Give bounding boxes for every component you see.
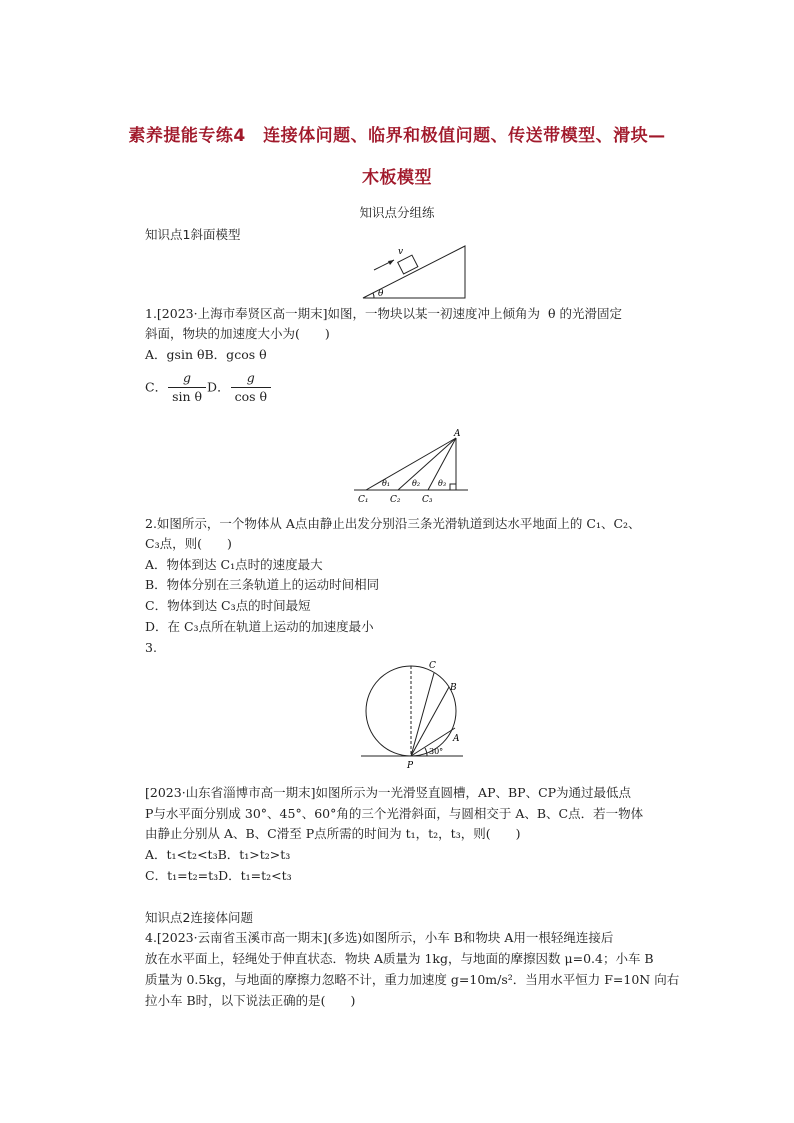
q1-options-ab [145, 346, 267, 364]
label-theta3: θ₃ [438, 479, 447, 488]
q4-line-1: 4.[2023·云南省玉溪市高一期末](多选)如图所示，小车 B和物块 A用一根轻绳连接后 [145, 930, 614, 945]
figure-incline [360, 240, 470, 302]
label-30deg: 30° [429, 747, 444, 756]
q3-options-cd: C．t₁=t₂=t₃D．t₁=t₂<t₃ [145, 868, 292, 883]
label-a: A [453, 734, 460, 744]
label-c: C [429, 661, 436, 671]
label-theta2: θ₂ [412, 479, 421, 488]
q4-line-3: 质量为 0.5kg，与地面的摩擦力忽略不计，重力加速度 g=10m/s²．当用水平恒力 F=10N 向右 [145, 972, 680, 987]
label-v: v [398, 247, 404, 257]
q3-line-1: [2023·山东省淄博市高一期末]如图所示为一光滑竖直圆槽，AP、BP、CP为通过最低点 [145, 785, 632, 800]
title-line-2: 木板模型 [362, 168, 432, 188]
q4-line-2: 放在水平面上，轻绳处于伸直状态．物块 A质量为 1kg，与地面的摩擦因数 μ=0.4；小车 B [145, 951, 654, 966]
q3-line-3: 由静止分别从 A、B、C滑至 P点所需的时间为 t₁，t₂，t₃，则( ) [145, 826, 521, 841]
q2-option-a: A．物体到达 C₁点时的速度最大 [145, 557, 323, 572]
q3-number: 3. [145, 640, 157, 655]
q1-options-cd [145, 369, 272, 406]
label-a: A [454, 429, 461, 439]
q1-fraction-c: $\frac{g}{\text{sin θ}}$ [168, 369, 206, 406]
q3-options-ab: A．t₁<t₂<t₃B．t₁>t₂>t₃ [145, 847, 291, 862]
label-theta: θ [378, 289, 384, 299]
q4-line-4: 拉小车 B时，以下说法正确的是( ) [145, 993, 356, 1008]
q1-option-c: C． [145, 379, 168, 395]
label-c1: C₁ [358, 495, 369, 505]
q1-line-1: 1.[2023·上海市奉贤区高一期末]如图，一物块以某一初速度冲上倾角为 θ 的光滑固定 [145, 306, 622, 321]
section-heading-1: 知识点1斜面模型 [145, 227, 241, 242]
label-c3: C₃ [422, 495, 433, 505]
q1-fraction-d: $\frac{g}{\text{cos θ}}$ [231, 369, 271, 406]
q2-line-1: 2.如图所示，一个物体从 A点由静止出发分别沿三条光滑轨道到达水平地面上的 C₁、C₂、 [145, 516, 641, 531]
label-p: P [407, 761, 414, 771]
q3-line-2: P与水平面分别成 30°、45°、60°角的三个光滑斜面，与圆相交于 A、B、C点．若一物体 [145, 806, 644, 821]
q2-line-2: C₃点，则( ) [145, 536, 232, 551]
q2-option-c: C．物体到达 C₃点的时间最短 [145, 598, 311, 613]
q1-line-2: 斜面，物块的加速度大小为( ) [145, 326, 330, 341]
q2-option-d: D．在 C₃点所在轨道上运动的加速度最小 [145, 619, 374, 634]
section-heading-2: 知识点2连接体问题 [145, 910, 253, 925]
label-theta1-a: θ₁ [382, 479, 391, 488]
q1-option-b: B．gcos θ [204, 347, 267, 362]
q1-option-a: A．gsin θ [145, 347, 205, 362]
q1-option-d: D． [207, 379, 230, 395]
q2-option-b: B．物体分别在三条轨道上的运动时间相同 [145, 577, 380, 592]
figure-circle-groove [355, 658, 475, 778]
figure-three-tracks [352, 428, 472, 506]
title-line-1: 素养提能专练4 连接体问题、临界和极值问题、传送带模型、滑块— [128, 126, 666, 146]
subtitle: 知识点分组练 [359, 205, 435, 220]
label-c2: C₂ [390, 495, 401, 505]
label-b: B [450, 683, 457, 693]
